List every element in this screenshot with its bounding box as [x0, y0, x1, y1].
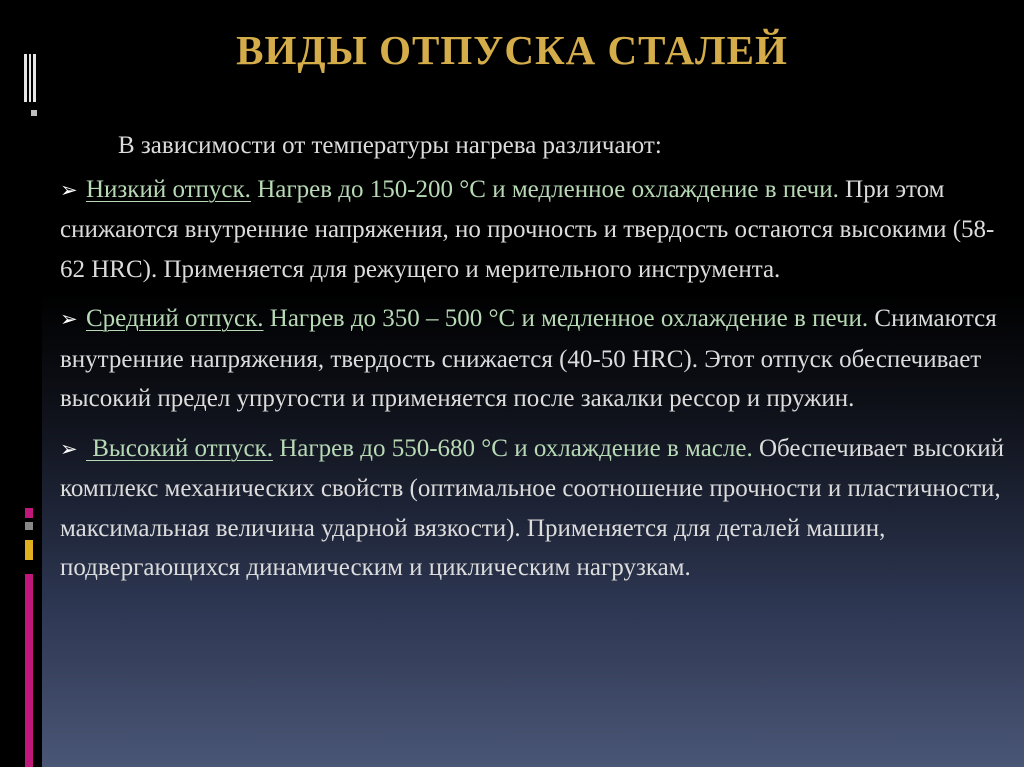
bullet-heating: Нагрев до 550-680 °С и охлаждение в масле. — [272, 434, 753, 462]
accent-yellow — [25, 540, 33, 560]
bullet-term: Низкий отпуск. — [86, 175, 251, 203]
decorative-square — [31, 110, 37, 116]
bullet-heating: Нагрев до 150-200 °С и медленное охлаждение в печи. — [250, 175, 839, 203]
accent-gray — [25, 522, 33, 530]
bullet-term: Средний отпуск. — [86, 305, 264, 332]
accent-magenta-bar — [25, 574, 33, 767]
bullet-high-tempering — [60, 429, 1010, 588]
bullet-description: Обеспечивает высокий комплекс механических свойств (оптимальное соотношение прочности и пластичности, максимальная величина ударной вязкости). Применяется для деталей машин, подвергающихся динамическим и циклическим нагрузкам. — [60, 434, 1004, 581]
arrow-bullet-icon: ➢ — [60, 307, 78, 331]
intro-text: В зависимости от температуры нагрева различают: — [118, 132, 662, 159]
bullet-heating: Нагрев до 350 – 500 °С и медленное охлаждение в печи. — [263, 305, 869, 332]
bullet-low-tempering — [60, 170, 1010, 290]
bullet-term: Высокий отпуск. — [86, 434, 273, 462]
slide-content — [60, 126, 1010, 598]
accent-magenta-top — [25, 508, 33, 518]
bullet-description: При этом снижаются внутренние напряжения, но прочность и твердость остаются высокими (58-62 HRC). Применяется для режущего и мерительного инструмента. — [60, 175, 995, 283]
arrow-bullet-icon: ➢ — [60, 436, 78, 461]
bullet-medium-tempering — [60, 299, 1010, 419]
slide-title: ВИДЫ ОТПУСКА СТАЛЕЙ — [236, 27, 788, 73]
arrow-bullet-icon: ➢ — [60, 177, 78, 202]
bullet-description: Снимаются внутренние напряжения, твердость снижается (40-50 HRC). Этот отпуск обеспечивает высокий предел упругости и применяется после закалки рессор и пружин. — [60, 305, 997, 412]
